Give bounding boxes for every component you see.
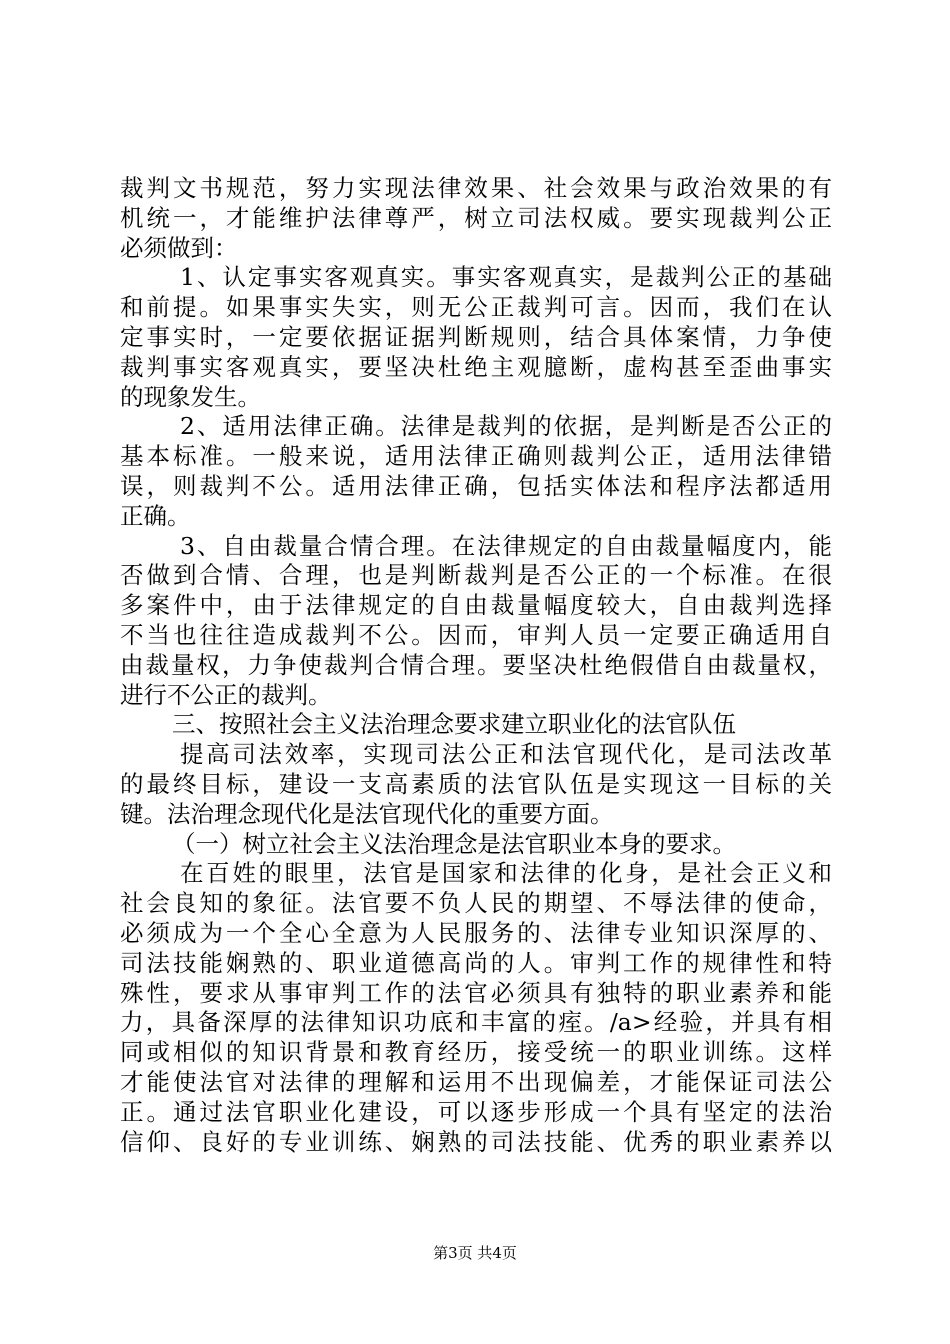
document-body [120, 174, 832, 1157]
text-line: 3、自由裁量合情合理。在法律规定的自由裁量幅度内，能 [180, 531, 832, 560]
text-line: 基本标准。一般来说，适用法律正确则裁判公正，适用法律错 [120, 442, 832, 471]
text-line: 殊性，要求从事审判工作的法官必须具有独特的职业素养和能 [120, 978, 832, 1007]
page-number-footer: 第3页 共4页 [433, 1244, 517, 1262]
text-line: 同或相似的知识背景和教育经历，接受统一的职业训练。这样 [120, 1038, 832, 1067]
text-line: 正确。 [120, 501, 191, 530]
text-line: 多案件中，由于法律规定的自由裁量幅度较大，自由裁判选择 [120, 591, 832, 620]
text-line: 才能使法官对法律的理解和运用不出现偏差，才能保证司法公 [120, 1067, 832, 1096]
text-line: 裁判文书规范，努力实现法律效果、社会效果与政治效果的有 [120, 174, 832, 202]
text-line: 和前提。如果事实失实，则无公正裁判可言。因而，我们在认 [120, 293, 832, 322]
text-line: 不当也往往造成裁判不公。因而，审判人员一定要正确适用自 [120, 620, 832, 649]
text-line: 误，则裁判不公。适用法律正确，包括实体法和程序法都适用 [120, 471, 832, 500]
text-line: （一）树立社会主义法治理念是法官职业本身的要求。 [172, 829, 736, 858]
text-line: 信仰、良好的专业训练、娴熟的司法技能、优秀的职业素养以 [120, 1127, 832, 1156]
text-line: 裁判事实客观真实，要坚决杜绝主观臆断，虚构甚至歪曲事实 [120, 352, 832, 381]
text-line: 在百姓的眼里，法官是国家和法律的化身，是社会正义和 [180, 859, 832, 888]
text-line: 1、认定事实客观真实。事实客观真实，是裁判公正的基础 [180, 263, 832, 292]
text-line: 进行不公正的裁判。 [120, 680, 332, 709]
text-line: 2、适用法律正确。法律是裁判的依据，是判断是否公正的 [180, 412, 832, 441]
text-line: 三、按照社会主义法治理念要求建立职业化的法官队伍 [172, 710, 736, 739]
text-line: 必须做到： [120, 233, 238, 262]
text-line: 司法技能娴熟的、职业道德高尚的人。审判工作的规律性和特 [120, 948, 832, 977]
text-line: 键。法治理念现代化是法官现代化的重要方面。 [120, 799, 614, 828]
text-line: 定事实时，一定要依据证据判断规则，结合具体案情，力争使 [120, 322, 832, 351]
text-line: 否做到合情、合理，也是判断裁判是否公正的一个标准。在很 [120, 561, 832, 590]
text-line: 社会良知的象征。法官要不负人民的期望、不辱法律的使命， [120, 889, 832, 918]
text-line: 正。通过法官职业化建设，可以逐步形成一个具有坚定的法治 [120, 1097, 832, 1126]
text-line: 力，具备深厚的法律知识功底和丰富的痓。/a>经验，并具有相 [120, 1008, 832, 1037]
text-line: 的最终目标，建设一支高素质的法官队伍是实现这一目标的关 [120, 769, 832, 798]
text-line: 提高司法效率，实现司法公正和法官现代化，是司法改革 [180, 740, 832, 769]
text-line: 机统一，才能维护法律尊严，树立司法权威。要实现裁判公正 [120, 203, 832, 232]
text-line: 必须成为一个全心全意为人民服务的、法律专业知识深厚的、 [120, 918, 832, 947]
text-line: 的现象发生。 [120, 382, 261, 411]
text-line: 由裁量权，力争使裁判合情合理。要坚决杜绝假借自由裁量权， [120, 650, 832, 679]
